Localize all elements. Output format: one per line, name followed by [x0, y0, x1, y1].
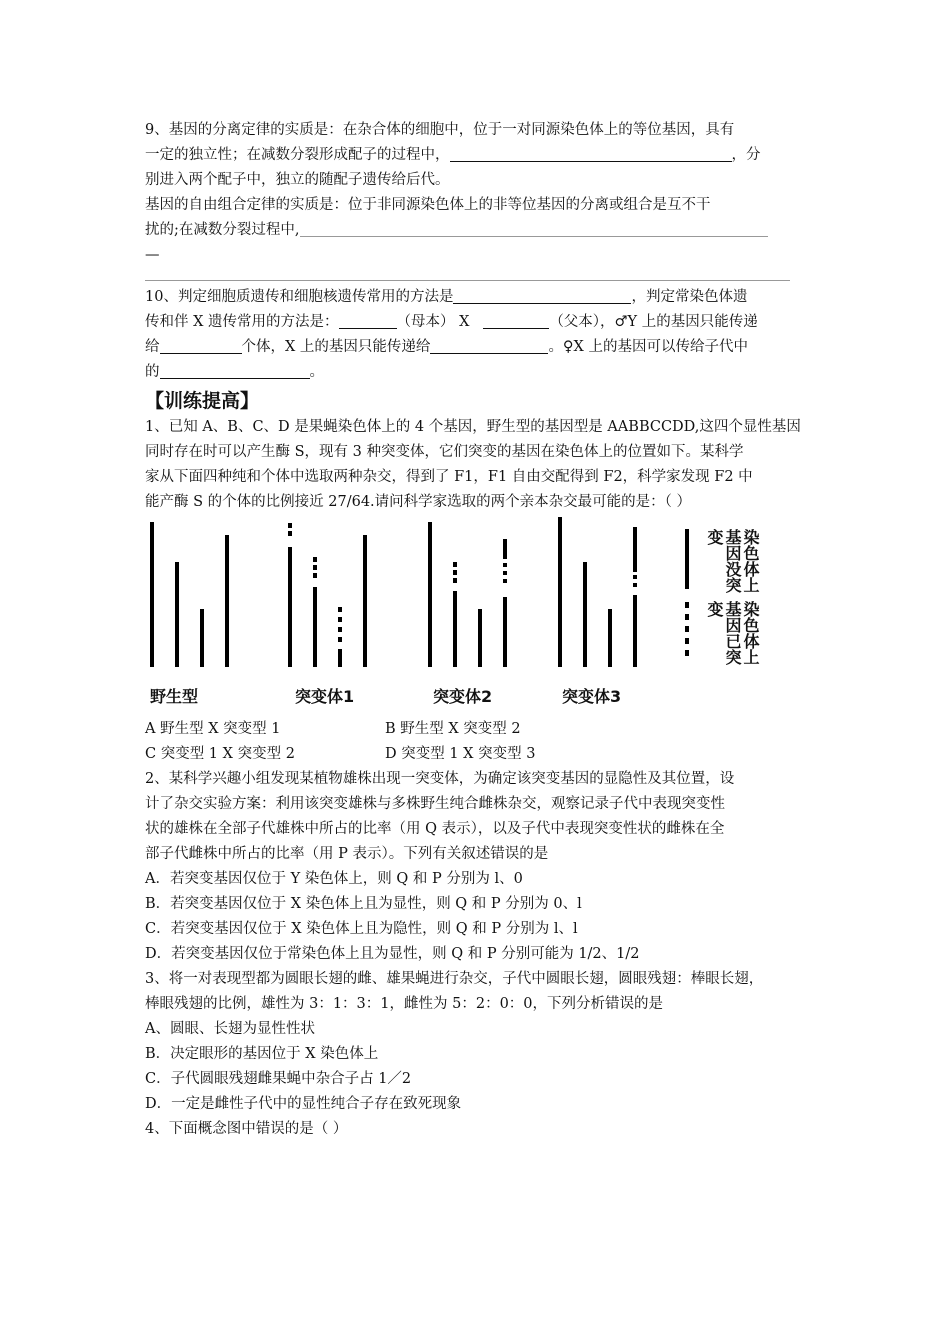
q10-blank-5[interactable]	[430, 337, 548, 354]
p2-option-a[interactable]: A．若突变基因仅位于 Y 染色体上，则 Q 和 P 分别为 l、0	[145, 871, 523, 887]
p2-line: 状的雄株在全部子代雄株中所占的比率（用 Q 表示），以及子代中表现突变性状的雌株在全	[145, 821, 725, 837]
mutated-segment	[338, 607, 342, 612]
label-mutant-3: 突变体3	[562, 687, 622, 706]
chromosome-bar	[175, 562, 179, 667]
p1-options-row	[145, 717, 810, 742]
q10-text: 个体，X 上的基因只能传递给	[241, 339, 431, 355]
q9-line3: 别进入两个配子中，独立的随配子遗传给后代。	[145, 172, 450, 188]
p2-line: 2、某科学兴趣小组发现某植物雄株出现一突变体，为确定该突变基因的显隐性及其位置，设	[145, 771, 735, 787]
legend-dashed-marker	[685, 638, 689, 644]
q9-blank-2[interactable]	[300, 220, 768, 237]
q10-text: ，判定常染色体遗	[631, 289, 748, 305]
legend-dashed-marker	[685, 626, 689, 632]
q10-blank-6[interactable]	[160, 362, 310, 379]
q10-blank-2[interactable]	[339, 312, 397, 329]
q10-text: （父本），♂Y 上的基因只能传递	[549, 314, 758, 330]
p1-line: 家从下面四种纯和个体中选取两种杂交，得到了 F1，F1 自由交配得到 F2，科学家发现 F2 中	[145, 469, 753, 485]
p1-line: 能产酶 S 的个体的比例接近 27/64.请问科学家选取的两个亲本杂交最可能的是：（ ）	[145, 494, 692, 510]
mutated-segment	[503, 563, 507, 567]
chromosome-bar	[503, 597, 507, 667]
q9-line6: —	[145, 247, 160, 263]
mutated-segment	[338, 617, 342, 622]
q10-text: 10、判定细胞质遗传和细胞核遗传常用的方法是	[145, 289, 454, 305]
option-a[interactable]: A 野生型 X 突变型 1	[145, 721, 281, 737]
p3-option-d[interactable]: D．一定是雌性子代中的显性纯合子存在致死现象	[145, 1096, 462, 1112]
mutated-segment	[313, 565, 317, 570]
chromosome-bar	[338, 649, 342, 667]
q10-line3	[145, 335, 810, 360]
p2-option-b[interactable]: B．若突变基因仅位于 X 染色体上且为显性，则 Q 和 P 分别为 0、l	[145, 896, 582, 912]
p3-line: 棒眼残翅的比例，雄性为 3：1：3：1，雌性为 5：2：0：0，下列分析错误的是	[145, 996, 664, 1012]
chromosome-bar	[478, 609, 482, 667]
mutated-segment	[288, 531, 292, 536]
mutated-segment	[503, 579, 507, 583]
legend-dashed-marker	[685, 602, 689, 608]
mutated-segment	[633, 527, 637, 572]
q10-text: 。♀X 上的基因可以传给子代中	[548, 339, 748, 355]
chromosome-bar	[313, 587, 317, 667]
q10-text: （母本） X	[396, 314, 475, 330]
p3-option-b[interactable]: B．决定眼形的基因位于 X 染色体上	[145, 1046, 379, 1062]
q10-text: 的	[145, 364, 160, 380]
mutated-segment	[633, 583, 637, 587]
p3-option-a[interactable]: A、圆眼、长翅为显性性状	[145, 1021, 315, 1037]
mutated-segment	[453, 562, 457, 567]
mutated-segment	[503, 539, 507, 559]
q10-line1	[145, 285, 810, 310]
legend-dashed-marker	[685, 614, 689, 620]
chromosome-bar	[200, 609, 204, 667]
mutated-segment	[338, 637, 342, 642]
chromosome-bar	[428, 522, 432, 667]
mutated-segment	[338, 627, 342, 632]
mutated-segment	[503, 571, 507, 575]
q10-text: 传和伴 X 遗传常用的方法是：	[145, 314, 339, 330]
p2-option-c[interactable]: C．若突变基因仅位于 X 染色体上且为隐性，则 Q 和 P 分别为 l、l	[145, 921, 578, 937]
p2-line: 部子代雌株中所占的比率（用 P 表示）。下列有关叙述错误的是	[145, 846, 549, 862]
mutated-segment	[313, 557, 317, 562]
q10-blank-3[interactable]	[483, 312, 549, 329]
q10-text: 给	[145, 339, 160, 355]
q9-text: ，分	[731, 147, 761, 163]
mutated-segment	[313, 573, 317, 578]
p3-line: 3、将一对表现型都为圆眼长翅的雌、雄果蝇进行杂交，子代中圆眼长翅，圆眼残翅：棒眼长翅，	[145, 971, 764, 987]
mutated-segment	[453, 578, 457, 583]
mutated-segment	[633, 575, 637, 579]
legend-dashed-label: 染色体上基因已突变	[705, 601, 760, 665]
p2-line: 计了杂交实验方案：利用该突变雄株与多株野生纯合雌株杂交，观察记录子代中表现突变性	[145, 796, 725, 812]
legend-solid-marker	[685, 529, 689, 589]
chromosome-bar	[288, 547, 292, 667]
chromosome-bar	[558, 517, 562, 667]
q9-text: 一定的独立性；在减数分裂形成配子的过程中，	[145, 147, 450, 163]
p2-option-d[interactable]: D．若突变基因仅位于常染色体上且为显性，则 Q 和 P 分别可能为 1/2、1/2	[145, 946, 640, 962]
label-wild-type: 野生型	[150, 687, 199, 706]
p1-line: 同时存在时可以产生酶 S，现有 3 种突变体，它们突变的基因在染色体上的位置如下。某科学	[145, 444, 744, 460]
label-mutant-2: 突变体2	[433, 687, 493, 706]
p3-option-c[interactable]: C．子代圆眼残翅雌果蝇中杂合子占 1／2	[145, 1071, 412, 1087]
legend-solid-label: 染色体上基因没突变	[705, 529, 760, 593]
chromosome-bar	[633, 595, 637, 667]
legend-dashed-marker	[685, 650, 689, 656]
q10-text: 。	[309, 364, 324, 380]
mutated-segment	[288, 523, 292, 528]
label-mutant-1: 突变体1	[295, 687, 355, 706]
chromosome-bar	[583, 562, 587, 667]
q10-line2	[145, 310, 810, 335]
q9-line4: 基因的自由组合定律的实质是：位于非同源染色体上的非等位基因的分离或组合是互不干	[145, 197, 711, 213]
chromosome-bar	[225, 535, 229, 667]
chromosome-bar	[363, 535, 367, 667]
worksheet	[145, 118, 810, 1142]
answer-rule	[145, 280, 790, 281]
q9-text: 扰的;在减数分裂过程中,	[145, 222, 300, 238]
chromosome-bar	[150, 522, 154, 667]
q10-blank-4[interactable]	[160, 337, 242, 354]
q9-blank-1[interactable]	[450, 145, 732, 162]
option-d[interactable]: D 突变型 1 X 突变型 3	[385, 746, 536, 762]
q9-line2	[145, 143, 810, 168]
mutated-segment	[453, 570, 457, 575]
option-c[interactable]: C 突变型 1 X 突变型 2	[145, 746, 295, 762]
chromosome-bar	[453, 591, 457, 667]
p4-question: 4、下面概念图中错误的是（ ）	[145, 1121, 348, 1137]
p1-options-row	[145, 742, 810, 767]
q9-line1: 9、基因的分离定律的实质是：在杂合体的细胞中，位于一对同源染色体上的等位基因，具有	[145, 122, 735, 138]
section-title: 【训练提高】	[145, 390, 260, 412]
q10-blank-1[interactable]	[453, 287, 631, 304]
q10-line4	[145, 360, 810, 385]
p1-line: 1、已知 A、B、C、D 是果蝇染色体上的 4 个基因，野生型的基因型是 AABBCCDD,这四个显性基因	[145, 419, 801, 435]
chromosome-figure	[145, 517, 810, 717]
q9-line5	[145, 218, 810, 243]
chromosome-bar	[608, 609, 612, 667]
option-b[interactable]: B 野生型 X 突变型 2	[385, 721, 521, 737]
